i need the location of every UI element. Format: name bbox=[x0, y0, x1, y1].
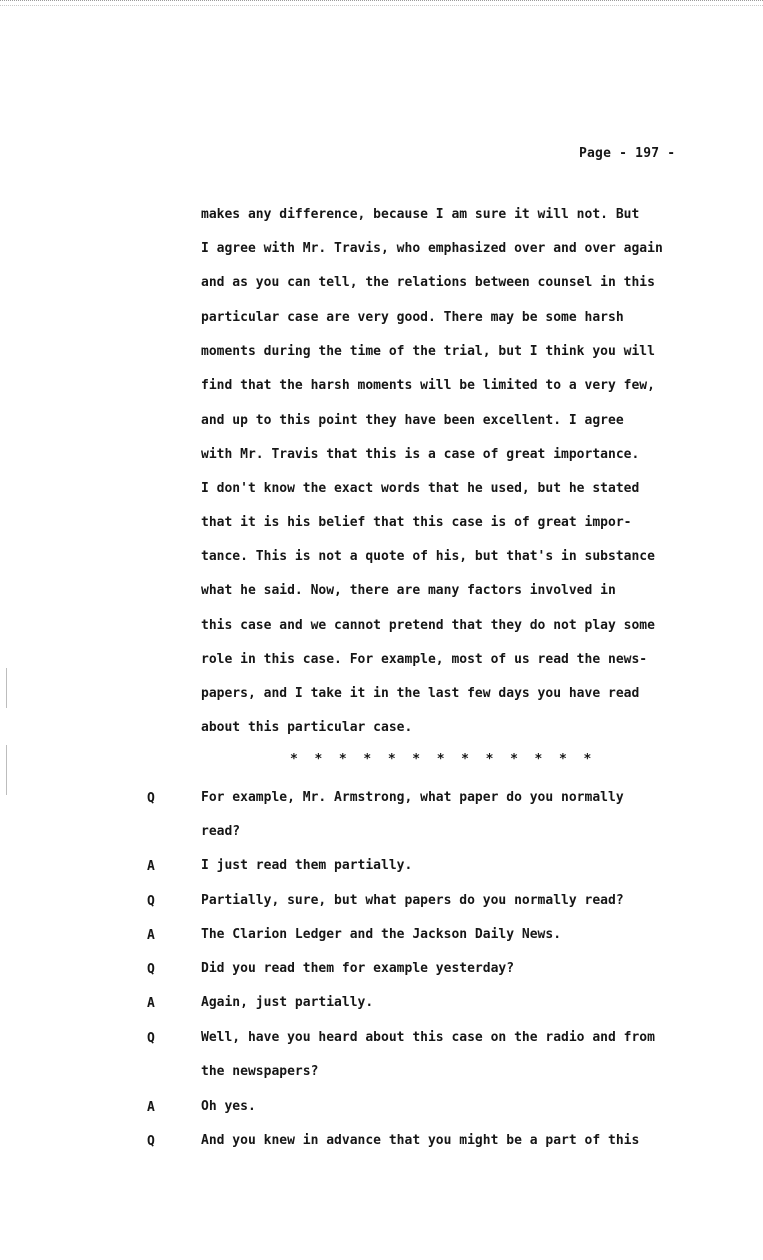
page-number: Page - 197 - bbox=[579, 146, 676, 161]
paragraph-line: particular case are very good. There may be some harsh bbox=[201, 310, 624, 325]
paragraph-line: I agree with Mr. Travis, who emphasized over and over again bbox=[201, 241, 663, 256]
speaker-label: A bbox=[147, 928, 155, 943]
exchange-line: For example, Mr. Armstrong, what paper do you normally bbox=[201, 790, 624, 805]
exchange-line: the newspapers? bbox=[201, 1064, 319, 1079]
paragraph-line: about this particular case. bbox=[201, 720, 413, 735]
speaker-label: Q bbox=[147, 1031, 155, 1046]
exchange-line: I just read them partially. bbox=[201, 858, 413, 873]
paragraph-line: I don't know the exact words that he used, but he stated bbox=[201, 481, 640, 496]
paragraph-line: and as you can tell, the relations between counsel in this bbox=[201, 275, 655, 290]
top-scan-edge bbox=[0, 0, 763, 6]
paragraph-line: and up to this point they have been excellent. I agree bbox=[201, 413, 624, 428]
paragraph-line: find that the harsh moments will be limited to a very few, bbox=[201, 378, 655, 393]
exchange-line: The Clarion Ledger and the Jackson Daily News. bbox=[201, 927, 562, 942]
speaker-label: Q bbox=[147, 894, 155, 909]
speaker-label: A bbox=[147, 859, 155, 874]
exchange-line: Did you read them for example yesterday? bbox=[201, 961, 515, 976]
scan-speck bbox=[6, 668, 7, 708]
paragraph-line: what he said. Now, there are many factors involved in bbox=[201, 583, 616, 598]
exchange-line: Oh yes. bbox=[201, 1099, 256, 1114]
speaker-label: Q bbox=[147, 791, 155, 806]
paragraph-line: with Mr. Travis that this is a case of great importance. bbox=[201, 447, 640, 462]
speaker-label: A bbox=[147, 1100, 155, 1115]
paragraph-line: that it is his belief that this case is of great impor- bbox=[201, 515, 632, 530]
exchange-line: Partially, sure, but what papers do you normally read? bbox=[201, 893, 624, 908]
scan-speck bbox=[6, 745, 7, 795]
paragraph-line: moments during the time of the trial, but I think you will bbox=[201, 344, 655, 359]
paragraph-line: tance. This is not a quote of his, but that's in substance bbox=[201, 549, 655, 564]
paragraph-line: role in this case. For example, most of us read the news- bbox=[201, 652, 648, 667]
paragraph-line: papers, and I take it in the last few days you have read bbox=[201, 686, 640, 701]
speaker-label: Q bbox=[147, 1134, 155, 1149]
paragraph-line: this case and we cannot pretend that they do not play some bbox=[201, 618, 655, 633]
exchange-line: Again, just partially. bbox=[201, 995, 374, 1010]
exchange-line: And you knew in advance that you might be a part of this bbox=[201, 1133, 640, 1148]
speaker-label: A bbox=[147, 996, 155, 1011]
exchange-line: Well, have you heard about this case on the radio and from bbox=[201, 1030, 655, 1045]
exchange-line: read? bbox=[201, 824, 241, 839]
speaker-label: Q bbox=[147, 962, 155, 977]
section-separator: * * * * * * * * * * * * * bbox=[290, 752, 596, 767]
paragraph-line: makes any difference, because I am sure it will not. But bbox=[201, 207, 640, 222]
